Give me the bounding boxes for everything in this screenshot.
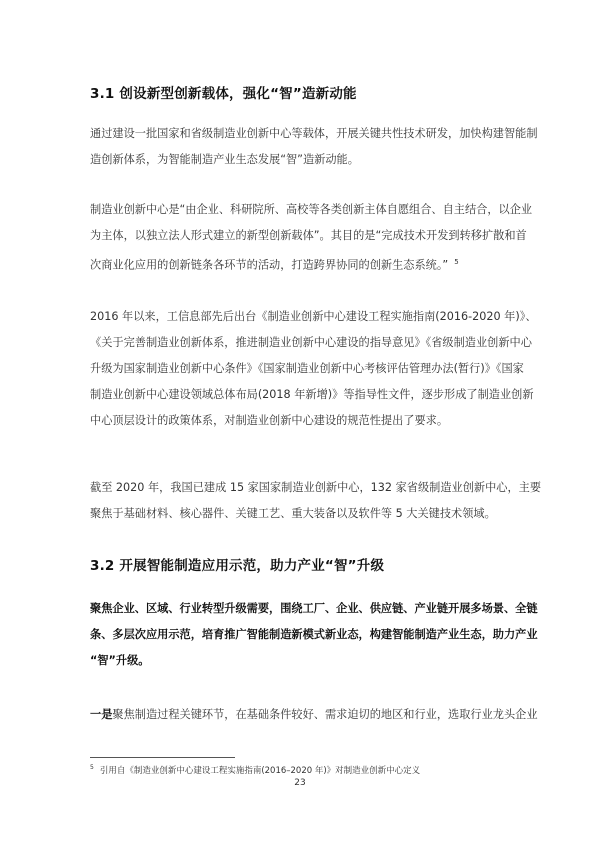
text-line: 制造业创新中心建设领域总体布局(2018 年新增)》等指导性文件，逐步形成了制造业创新 xyxy=(90,388,534,401)
paragraph-lead: 一是 xyxy=(90,708,113,721)
text-line: 聚焦企业、区域、行业转型升级需要，围绕工厂、企业、供应链、产业链开展多场景、全链 xyxy=(90,602,538,615)
section-3-1-paragraph-2 xyxy=(90,197,533,279)
text-line: 造创新体系，为智能制造产业生态发展“智”造新动能。 xyxy=(90,153,359,166)
footnote-divider xyxy=(90,757,235,758)
footnote-mark: 5 xyxy=(90,764,94,772)
text-line: 升级为国家制造业创新中心条件》《国家制造业创新中心考核评估管理办法(暂行)》《国家 xyxy=(90,362,524,375)
section-3-2-paragraph-1 xyxy=(90,596,538,674)
section-3-1-paragraph-3 xyxy=(90,304,537,434)
text-line xyxy=(90,702,538,728)
paragraph-text: 聚焦制造过程关键环节，在基础条件较好、需求迫切的地区和行业，选取行业龙头企业 xyxy=(112,708,538,721)
footnote-text: 引用自《制造业创新中心建设工程实施指南(2016–2020 年)》对制造业创新中心定义 xyxy=(99,766,421,776)
page-number: 23 xyxy=(294,778,306,788)
section-3-2-paragraph-2 xyxy=(90,702,538,728)
footnote-reference: 5 xyxy=(454,258,459,266)
text-line: 条、多层次应用示范，培育推广智能制造新模式新业态，构建智能制造产业生态，助力产业 xyxy=(90,628,538,641)
text-line: 为主体，以独立法人形式建立的新型创新载体”。其目的是“完成技术开发到转移扩散和首 xyxy=(90,229,527,242)
section-3-1-paragraph-4 xyxy=(90,475,542,527)
text-line: 《关于完善制造业创新体系，推进制造业创新中心建设的指导意见》《省级制造业创新中心 xyxy=(90,336,532,349)
text-line: 2016 年以来，工信息部先后出台《制造业创新中心建设工程实施指南(2016-2020 年)》、 xyxy=(90,310,537,323)
section-3-1-heading: 3.1 创设新型创新载体，强化“智”造新动能 xyxy=(90,86,357,102)
text-line: 次商业化应用的创新链条各环节的活动，打造跨界协同的创新生态系统。” xyxy=(90,258,449,272)
text-line: 通过建设一批国家和省级制造业创新中心等载体，开展关键共性技术研发，加快构建智能制 xyxy=(90,127,538,140)
text-line-with-footnote xyxy=(90,249,518,279)
section-3-1-paragraph-1 xyxy=(90,121,538,173)
text-line: 制造业创新中心是“由企业、科研院所、高校等各类创新主体自愿组合、自主结合，以企业 xyxy=(90,203,533,216)
section-3-2-heading: 3.2 开展智能制造应用示范，助力产业“智”升级 xyxy=(90,558,385,574)
footnote xyxy=(90,764,420,776)
text-line: 聚焦于基础材料、核心器件、关键工艺、重大装备以及软件等 5 大关键技术领域。 xyxy=(90,507,496,520)
text-line: 截至 2020 年，我国已建成 15 家国家制造业创新中心，132 家省级制造业创新中心，主要 xyxy=(90,481,542,494)
text-line: 中心顶层设计的政策体系，对制造业创新中心建设的规范性提出了要求。 xyxy=(90,414,449,427)
text-line: “智”升级。 xyxy=(90,654,150,667)
